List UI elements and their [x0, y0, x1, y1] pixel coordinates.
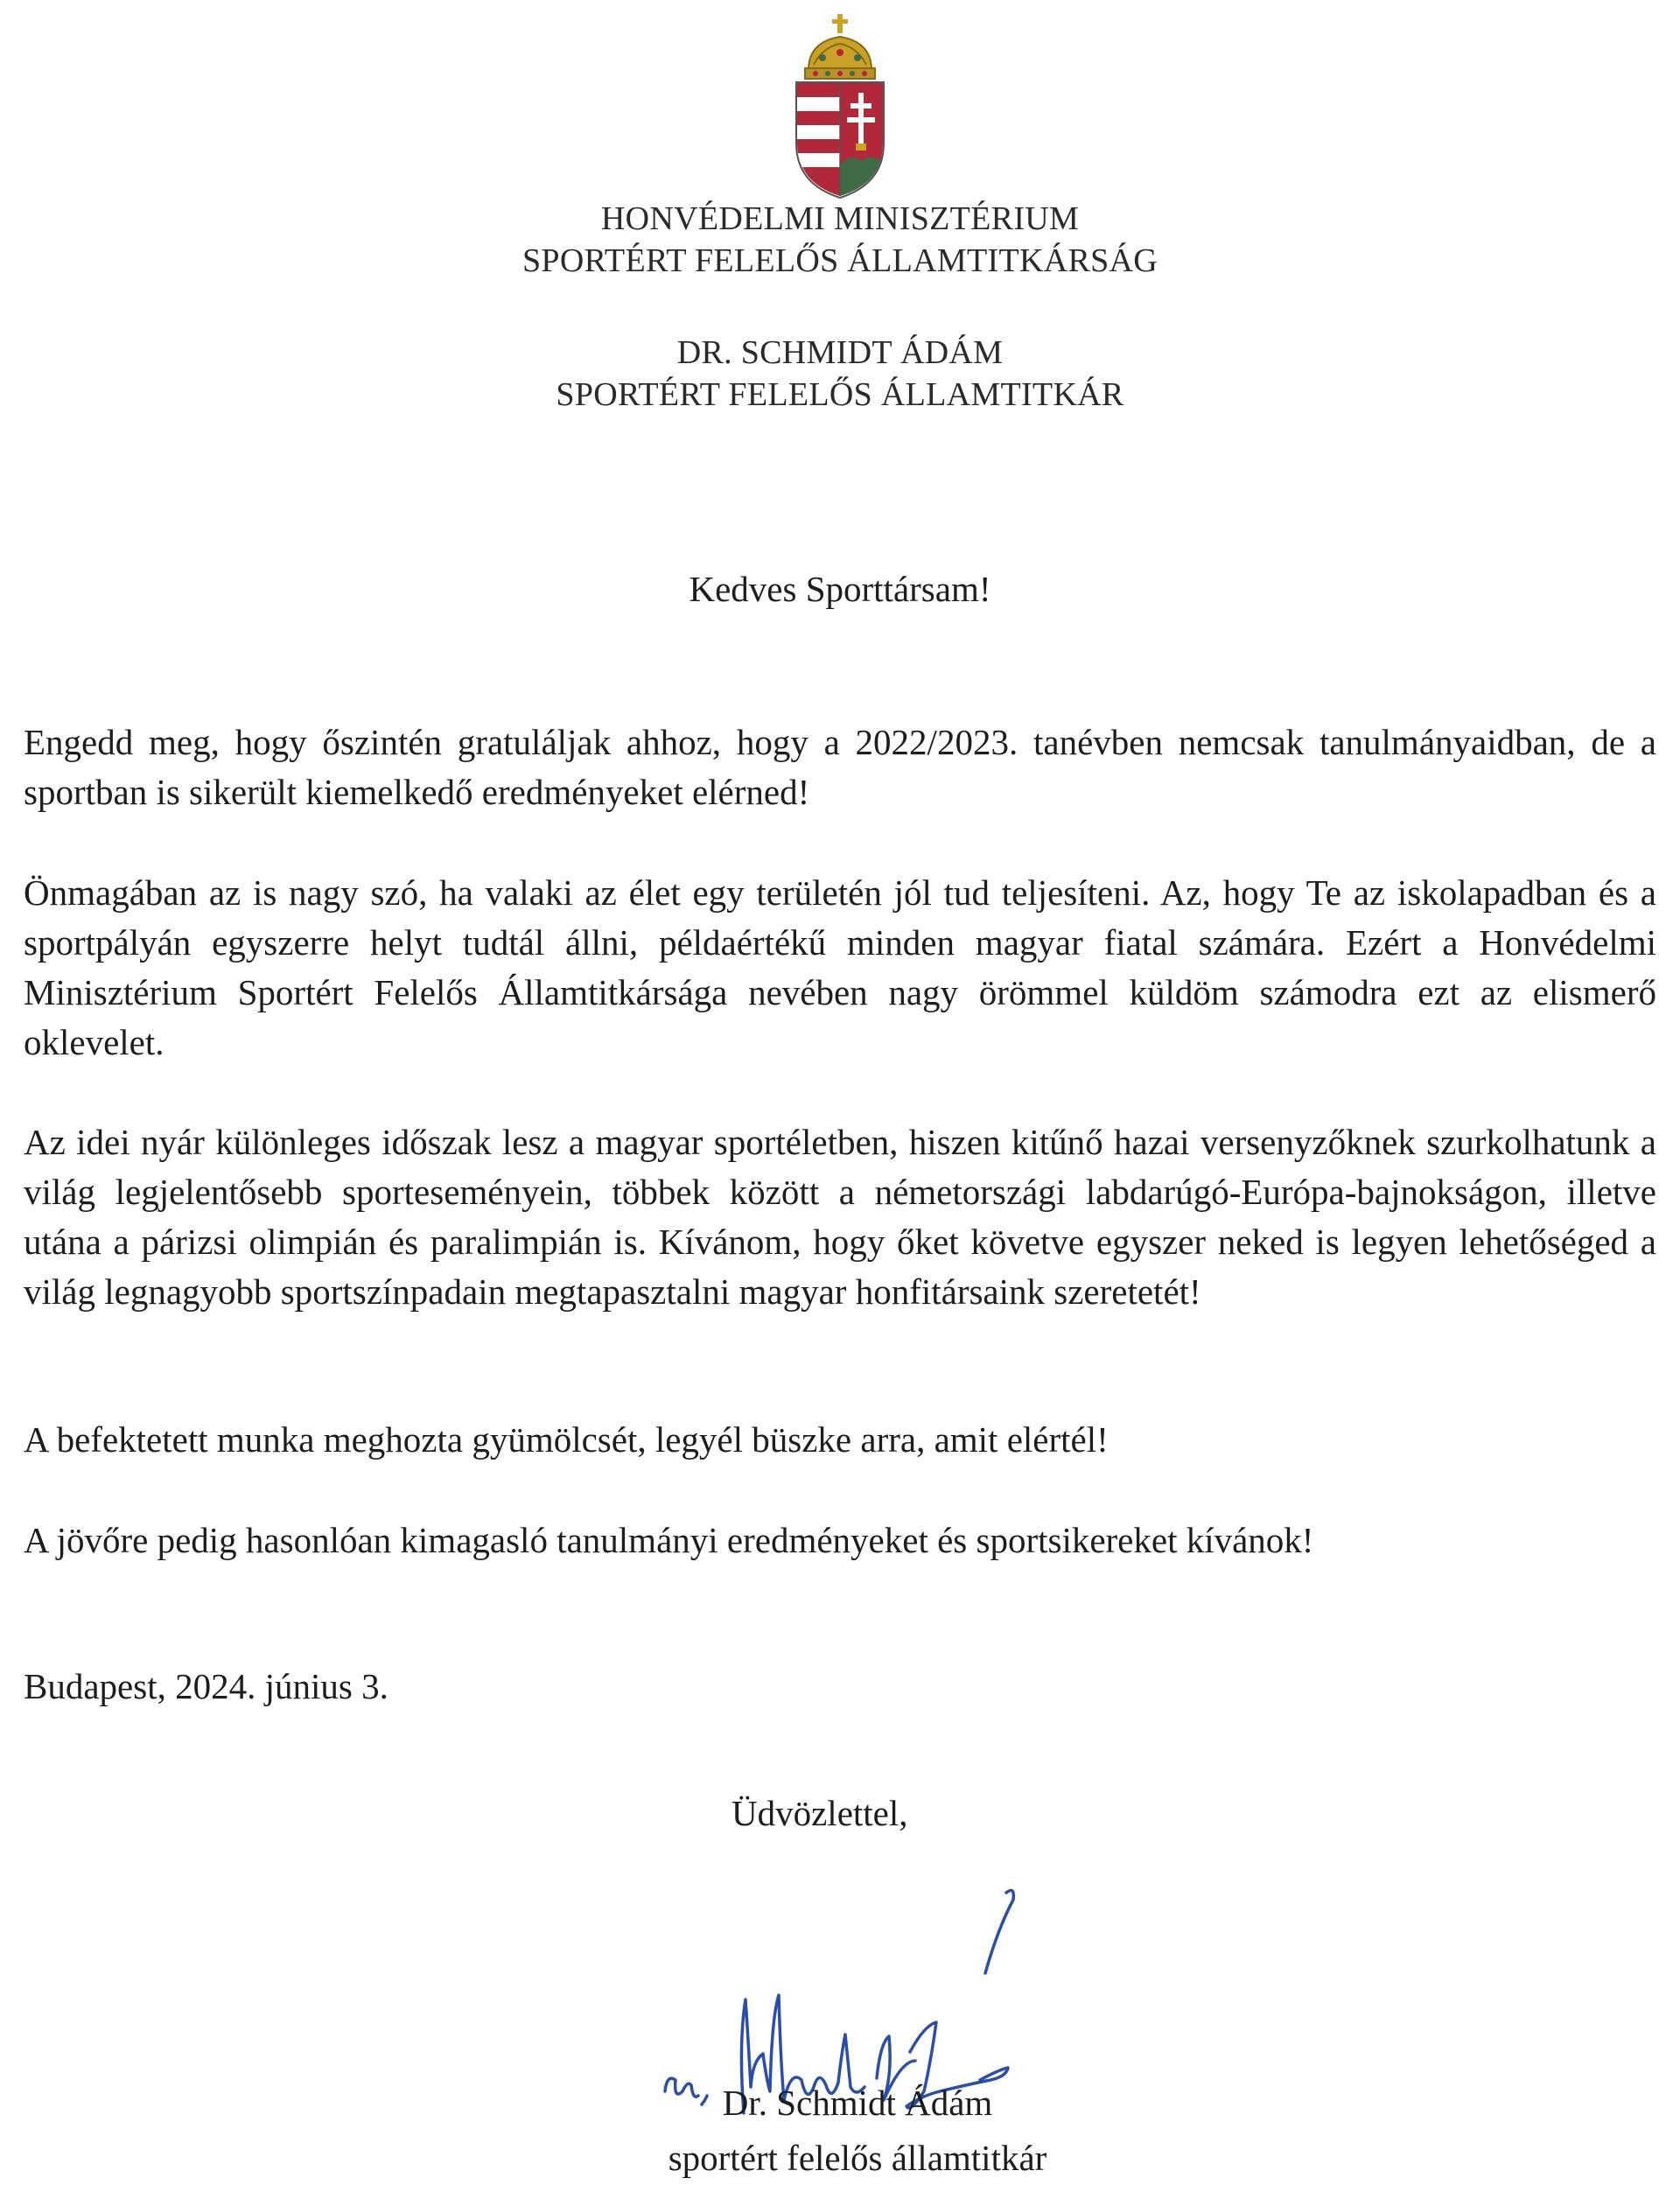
coat-of-arms-icon [788, 12, 892, 200]
signer-name: Dr. Schmidt Ádám [722, 2083, 993, 2123]
paragraph-text: Engedd meg, hogy őszintén gratuláljak ahhoz, hogy a 2022/2023. tanévben nemcsak tanulmányaidban, de a sportban is sikerült kiemelkedő eredményeket elérned! [24, 722, 1656, 812]
letterhead-person [0, 332, 1680, 416]
crown-cross [832, 14, 848, 33]
signer-title: sportért felelős államtitkár [668, 2138, 1047, 2178]
person-name: DR. SCHMIDT ÁDÁM [676, 334, 1004, 371]
paragraph-summer-events [24, 1117, 1656, 1317]
paragraph-text: A befektetett munka meghozta gyümölcsét, legyél büszke arra, amit elértél! [24, 1419, 1109, 1460]
holy-crown [805, 37, 875, 79]
paragraph-pride [24, 1415, 1656, 1465]
ministry-name: HONVÉDELMI MINISZTÉRIUM [600, 200, 1080, 237]
salutation: Kedves Sporttársam! [689, 569, 991, 609]
paragraph-congratulation [24, 718, 1656, 817]
person-title: SPORTÉRT FELELŐS ÁLLAMTITKÁR [556, 376, 1124, 413]
paragraph-recognition [24, 868, 1656, 1068]
paragraph-wishes [24, 1516, 1656, 1565]
place-date: Budapest, 2024. június 3. [24, 1666, 388, 1706]
office-name: SPORTÉRT FELELŐS ÁLLAMTITKÁRSÁG [522, 242, 1158, 279]
paragraph-text: Önmagában az is nagy szó, ha valaki az élet egy területén jól tud teljesíteni. Az, hogy Te az iskolapadban és a sportpályán egyszerre helyt tudtál állni, példaértékű minden magyar fiatal számára. Ezért a Honvédelmi Minisztérium Sportért Felelős Államtitkársága nevében nagy örömmel küldöm számodra ezt az elismerő oklevelet. [24, 872, 1656, 1062]
paragraph-text: A jövőre pedig hasonlóan kimagasló tanulmányi eredményeket és sportsikereket kívánok! [24, 1520, 1314, 1560]
paragraph-text: Az idei nyár különleges időszak lesz a magyar sportéletben, hiszen kitűnő hazai versenyzőknek szurkolhatunk a világ legjelentősebb sporteseményein, többek között a németországi labdarúgó-Európa-bajnokságon, illetve utána a párizsi olimpián és paralimpián is. Kívánom, hogy őket követve egyszer neked is legyen lehetőséged a világ legnagyobb sportszínpadain megtapasztalni magyar honfitársaink szeretetét! [24, 1122, 1656, 1312]
closing: Üdvözlettel, [732, 1793, 908, 1833]
shield [796, 82, 884, 199]
letterhead-ministry [0, 198, 1680, 282]
